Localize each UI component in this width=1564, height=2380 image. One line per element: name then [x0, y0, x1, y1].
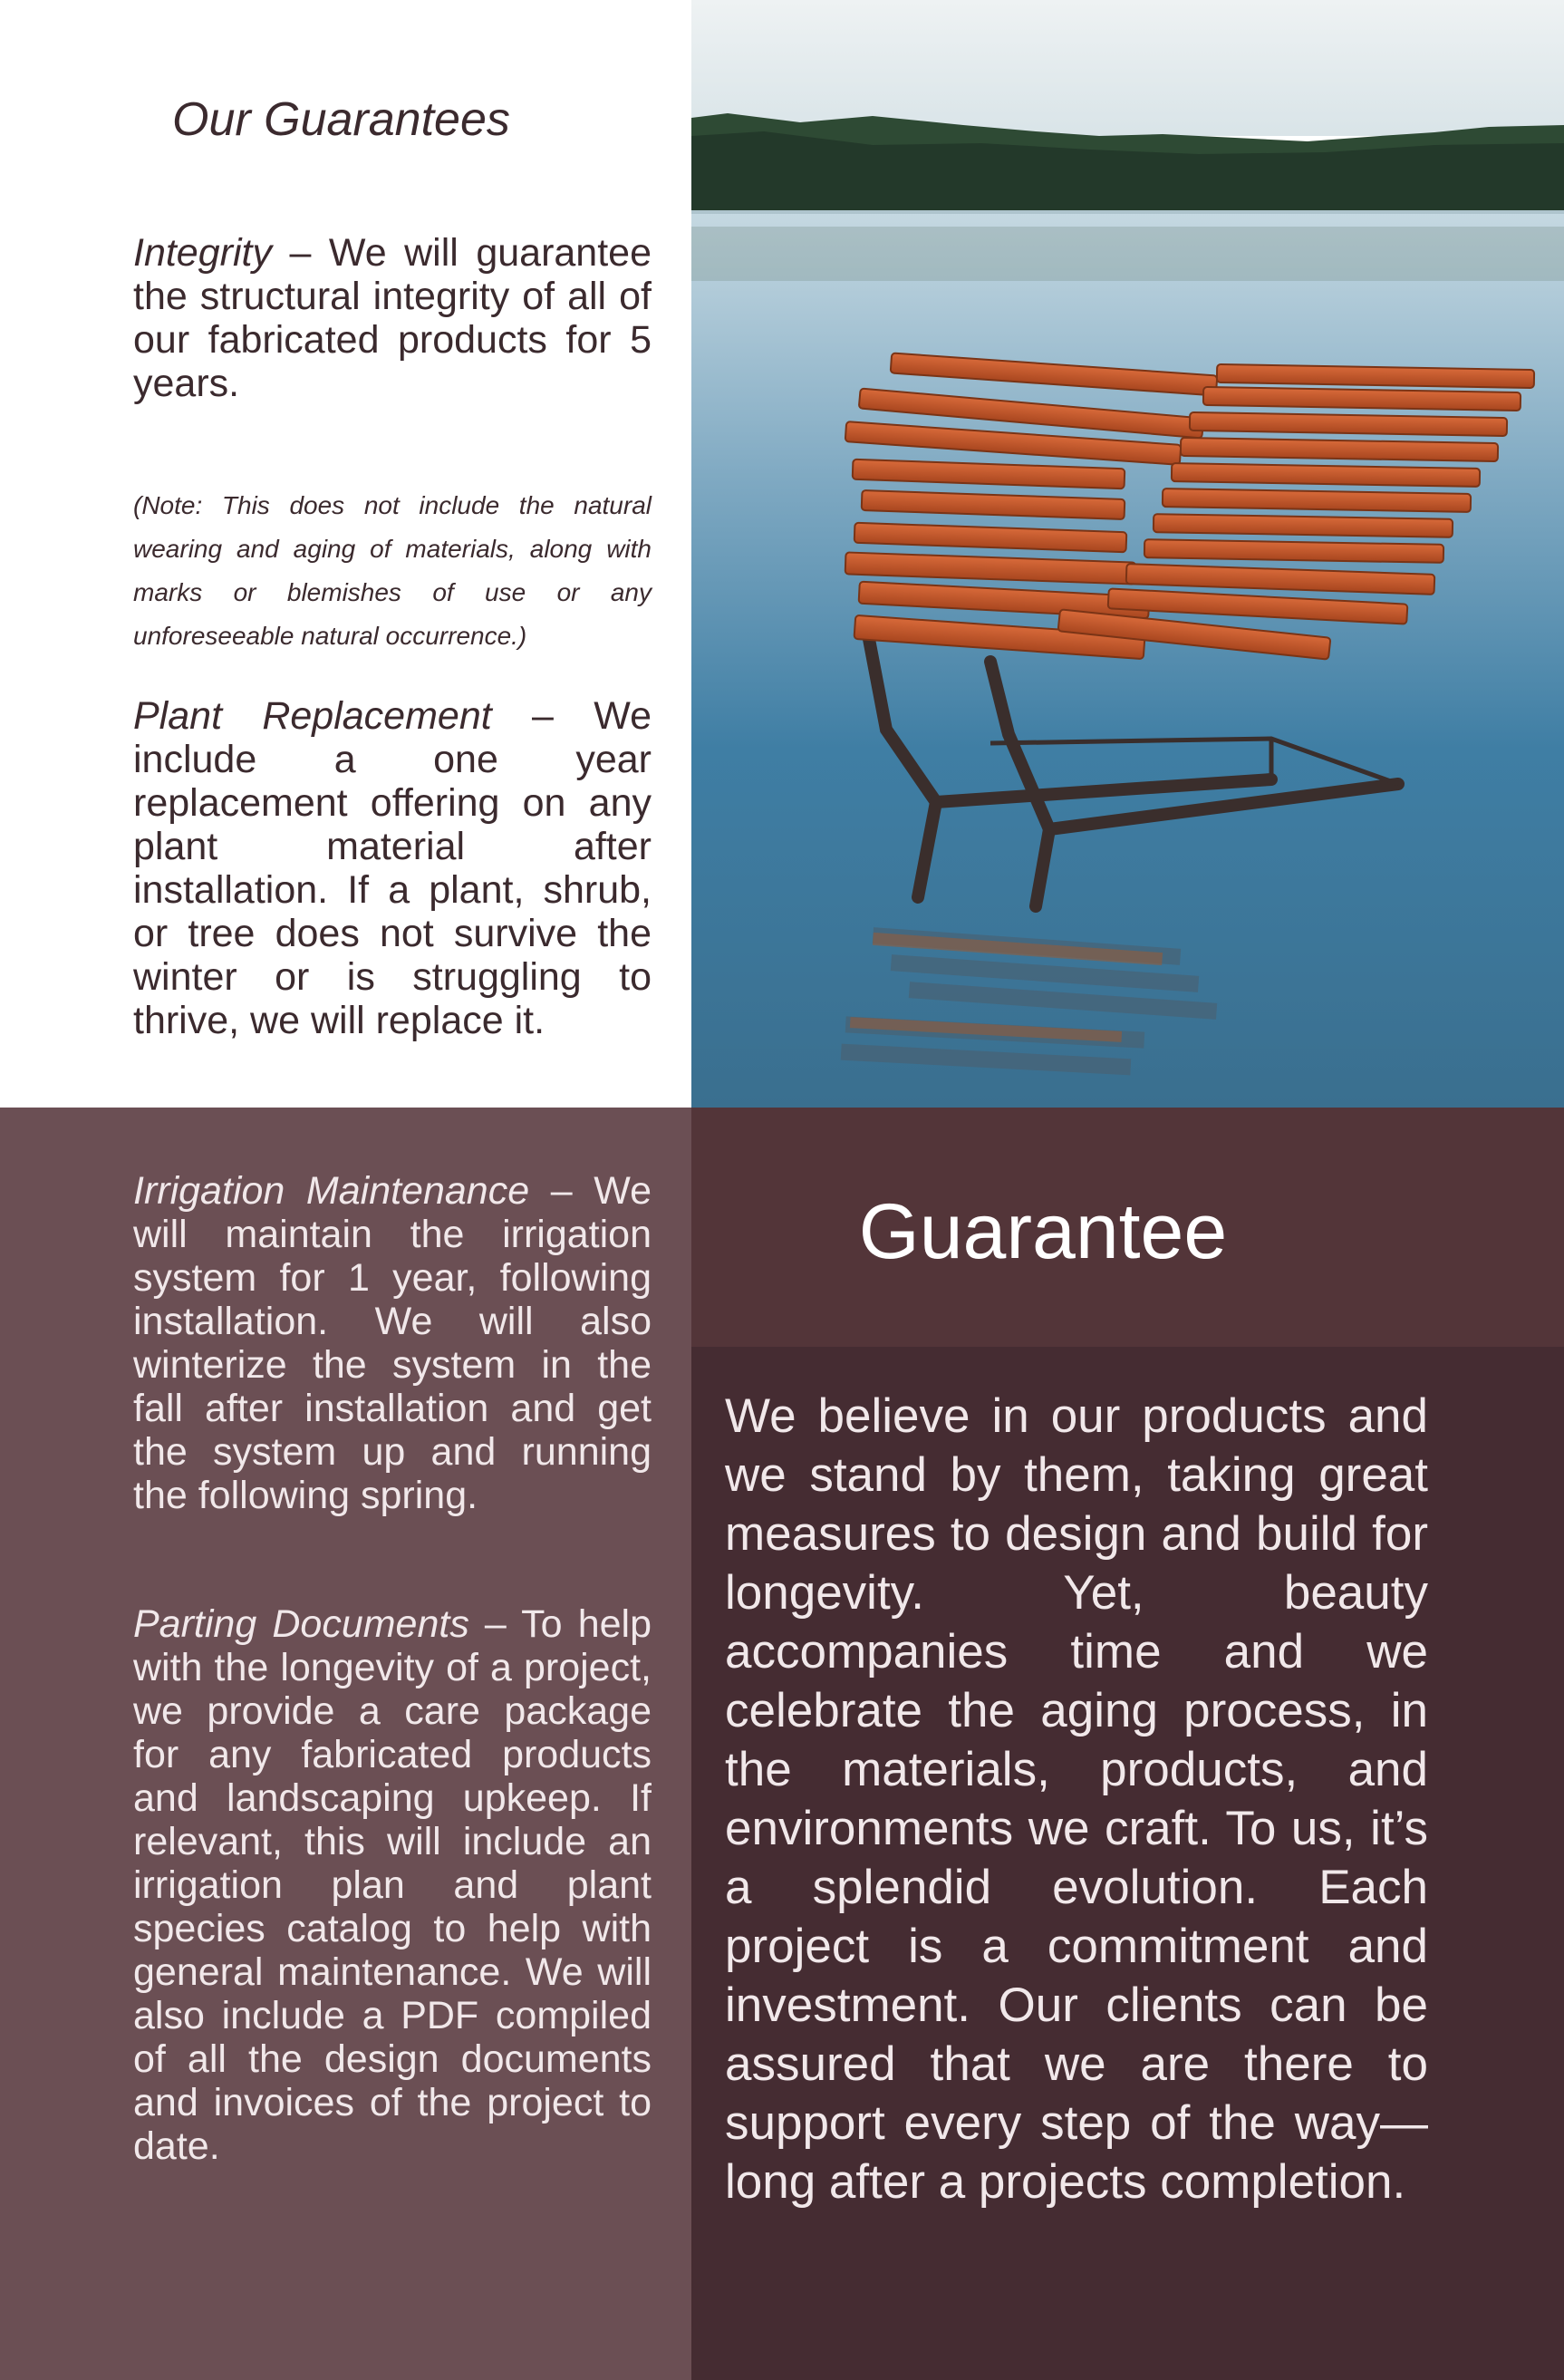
lake-chair-image	[691, 0, 1564, 1108]
integrity-note: (Note: This does not include the natural wearing and aging of materials, along with marks or blemishes of use or any unforeseeable natural occurrence.)	[133, 491, 652, 650]
integrity-paragraph	[133, 231, 652, 405]
guarantee-title: Guarantee	[858, 1188, 1228, 1275]
plant-text: – We include a one year replacement offering on any plant material after installation. If a plant, shrub, or tree does not survive the winter or is struggling to thrive, we will replace it.	[133, 694, 652, 1042]
plant-term: Plant Replacement	[133, 694, 492, 738]
guarantee-paragraph: We believe in our products and we stand by them, taking great measures to design and build for longevity. Yet, beauty accompanies time and we celebrate the aging process, in the materials, products, and environments we craft. To us, it’s a splendid evolution. Each project is a commitment and investment. Our clients can be assured that we are there to support every step of the way— long after a projects completion.	[725, 1389, 1428, 2209]
parting-text: – To help with the longevity of a project, we provide a care package for any fabricated products and landscaping upkeep. If relevant, this will include an irrigation plan and plant species catalog to help with general maintenance. We will also include a PDF compiled of all the design documents and invoices of the project to date.	[133, 1602, 652, 2168]
section-heading: Our Guarantees	[172, 93, 510, 146]
parting-term: Parting Documents	[133, 1602, 469, 1646]
irrigation-paragraph	[133, 1169, 652, 1517]
integrity-text: – We will guarantee the structural integrity of all of our fabricated products for 5 years.	[133, 231, 652, 405]
plant-paragraph	[133, 694, 652, 1042]
chair-in-lake-photo	[691, 0, 1564, 1108]
irrigation-text: – We will maintain the irrigation system for 1 year, following installation. We will also winterize the system in the fall after installation and get the system up and running the following spring.	[133, 1169, 652, 1517]
integrity-term: Integrity	[133, 231, 272, 275]
parting-paragraph	[133, 1602, 652, 2168]
irrigation-term: Irrigation Maintenance	[133, 1169, 530, 1213]
